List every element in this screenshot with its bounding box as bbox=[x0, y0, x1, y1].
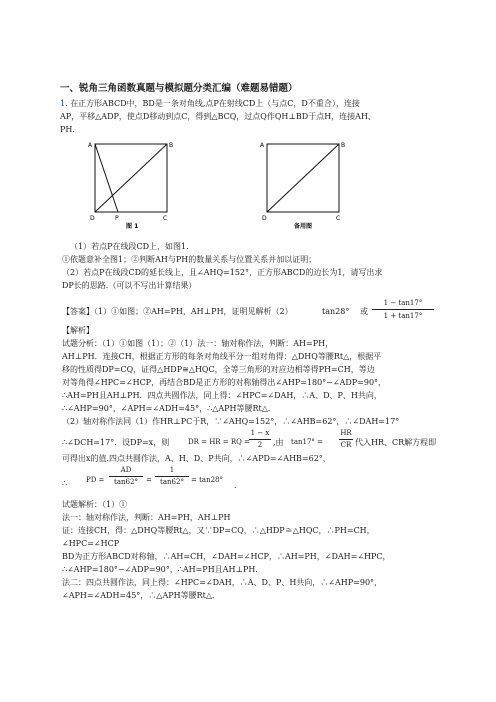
solution-line-3: 证：连接CH，得：△DHQ等腰Rt△，又∵DP=CQ，∴△HDP≅△HQC，∴PH=CH， bbox=[62, 526, 375, 535]
dr-line-2: 可得出x的值.四点共圆作法，A、H、D、P共向，∴∠APD=∠AHB=62°， bbox=[62, 454, 331, 463]
dr-equation: DR = HR = RQ = bbox=[188, 438, 250, 446]
dr-fraction-numerator: 1 − x bbox=[250, 429, 270, 437]
problem-number: 1. bbox=[60, 99, 68, 108]
problem-text-1: 在正方形ABCD中，BD是一条对角线,点P在射线CD上（与点C，D不重合），连接 bbox=[70, 99, 360, 108]
fig2-caption: 备用图 bbox=[294, 223, 313, 230]
answer-tan28: tan28° bbox=[322, 307, 350, 316]
tan17-fraction-denominator: CR bbox=[340, 441, 352, 449]
dr-fraction-denominator: 2 bbox=[257, 441, 263, 449]
fig2-label-a: A bbox=[260, 142, 265, 149]
pd-prefix: ∴ bbox=[62, 479, 68, 488]
analysis-line-3: 移的性质得DP=CQ，证得△HDP≅△HQC，全等三角形的对应边相等得PH=CH，等边 bbox=[62, 365, 375, 374]
pd-fraction-1-bar bbox=[109, 476, 143, 477]
problem-line-1 bbox=[60, 98, 360, 109]
analysis-line-2: AH⊥PH．连接CH，根据正方形的每条对角线平分一组对角得：△DHQ等腰Rt△，根据平 bbox=[62, 352, 382, 361]
answer-label: 【答案】 bbox=[62, 307, 94, 316]
tan17-fraction-numerator: HR bbox=[340, 429, 352, 437]
pd-equals: = bbox=[146, 476, 152, 484]
figure-2-spare bbox=[258, 138, 356, 230]
solution-line-4: ∠HPC=∠HCP bbox=[62, 539, 120, 548]
pd-dot: . bbox=[234, 481, 237, 490]
fig1-caption: 图 1 bbox=[126, 223, 139, 230]
answer-fraction-denominator: 1 + tan17° bbox=[383, 312, 423, 320]
figure-1 bbox=[84, 138, 184, 230]
section-title: 一、锐角三角函数真题与模拟题分类汇编（难题易错题） bbox=[60, 83, 298, 94]
tan17-equation: tan17° = bbox=[291, 438, 323, 446]
fig1-label-c: C bbox=[163, 215, 168, 222]
fig2-label-b: B bbox=[341, 142, 346, 149]
dr-line-post: 代入HR、CR解方程即 bbox=[355, 438, 437, 447]
pd-fraction-2-numerator: 1 bbox=[169, 466, 175, 474]
analysis-line-1: 试题分析：（1）①如图（1）；②（1）法一：轴对称作法，判断：AH=PH， bbox=[62, 339, 334, 348]
analysis-label: 【解析】 bbox=[62, 326, 94, 335]
fig1-label-a: A bbox=[88, 142, 93, 149]
question-1-parts: ①依题意补全图1；②判断AH与PH的数量关系与位置关系并加以证明； bbox=[62, 255, 317, 264]
solution-line-6: ∴∠AHP=180°−∠ADP=90°，∴AH=PH且AH⊥PH． bbox=[62, 565, 264, 574]
fig1-label-b: B bbox=[169, 142, 174, 149]
tan17-fraction-bar bbox=[339, 439, 353, 440]
fig1-label-p: P bbox=[115, 215, 119, 222]
solution-line-5: BD为正方形ABCD对称轴，∴AH=CH，∠DAH=∠HCP，∴AH=PH，∠DAH=∠HPC， bbox=[62, 552, 391, 561]
fig1-label-d: D bbox=[90, 215, 95, 222]
pd-fraction-1-numerator: AD bbox=[120, 466, 132, 474]
problem-line-3: PH. bbox=[60, 125, 75, 134]
solution-line-8: ∠APH=∠ADH=45°，∴△APH等腰Rt△． bbox=[62, 591, 220, 600]
pd-label: PD = bbox=[86, 476, 105, 484]
problem-line-2: AP，平移△ADP，使点D移动到点C，得到△BCQ，过点Q作QH⊥BD于点H，连接AH、 bbox=[60, 112, 376, 121]
pd-fraction-2-bar bbox=[155, 476, 189, 477]
pd-fraction-1-denominator: tan62° bbox=[114, 478, 138, 486]
fig2-label-d: D bbox=[262, 215, 267, 222]
answer-fraction-bar bbox=[372, 309, 434, 310]
dr-fraction-bar bbox=[249, 439, 271, 440]
dr-line-prefix: ∴∠DCH=17°．设DP=x，则 bbox=[62, 438, 170, 447]
pd-fraction-2-denominator: tan62° bbox=[160, 478, 184, 486]
analysis-line-5: ∴AH=PH且AH⊥PH．四点共圆作法，同上得：∠HPC=∠DAH，∴A、D、P、H共向， bbox=[62, 391, 382, 400]
question-2: （2）若点P在线段CD的延长线上，且∠AHQ=152°，正方形ABCD的边长为1，请写出求 bbox=[62, 268, 383, 277]
answer-fraction-numerator: 1 − tan17° bbox=[383, 299, 423, 307]
solution-line-7: 法二：四点共圆作法，同上得：∠HPC=∠DAH，∴A、D、P、H共向，∴∠AHP=90°， bbox=[62, 578, 383, 587]
analysis-line-6: ∴∠AHP=90°，∠APH=∠ADH=45°，∴△APH等腰Rt△． bbox=[62, 404, 276, 413]
fig2-label-c: C bbox=[336, 215, 341, 222]
analysis-line-7: （2）轴对称作法同（1）作HR⊥PC于R，∵∠AHQ=152°，∴∠AHB=62°，∴∠DAH=17° bbox=[62, 417, 400, 426]
analysis-line-4: 对等角得∠HPC=∠HCP，再结合BD是正方形的对称轴得出∠AHP=180°−∠ADP=90°， bbox=[62, 378, 387, 387]
answer-line bbox=[62, 306, 293, 317]
answer-text: （1）①如图；②AH=PH，AH⊥PH，证明见解析（2） bbox=[94, 307, 293, 316]
solution-line-1: 试题解析：（1）① bbox=[62, 500, 128, 509]
solution-line-2: 法一：轴对称作法，判断：AH=PH，AH⊥PH bbox=[62, 513, 231, 522]
answer-or: 或 bbox=[360, 307, 368, 316]
question-1: （1）若点P在线段CD上，如图1. bbox=[70, 242, 189, 251]
pd-result: = tan28° bbox=[191, 476, 223, 484]
dr-mid: ,由 bbox=[273, 438, 284, 447]
question-2-cont: DP长的思路.（可以不写出计算结果） bbox=[62, 281, 197, 290]
